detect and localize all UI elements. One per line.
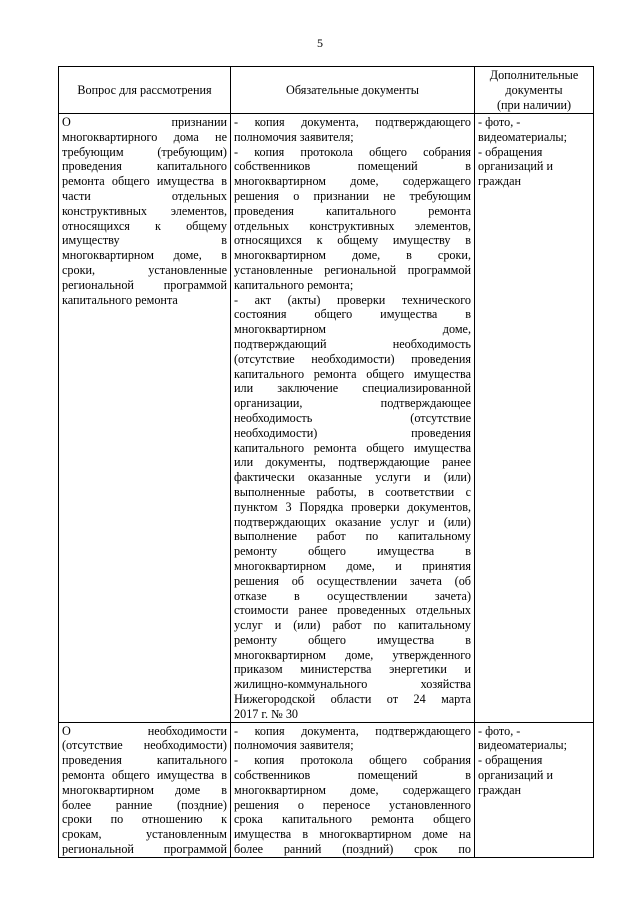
cell-line: отказе в осуществлении зачета) — [234, 588, 471, 603]
cell-line: многоквартирном доме в — [62, 782, 227, 797]
cell-line: или заключение специализированной — [234, 381, 471, 396]
cell-line: видеоматериалы; — [478, 129, 567, 144]
cell-line: установленные региональной программой — [234, 262, 471, 277]
cell-line: полномочия заявителя; — [234, 129, 354, 144]
cell-line: ремонту общего имущества в — [234, 544, 471, 559]
cell-line: - копия протокола общего собрания — [234, 144, 471, 159]
cell-line: О признании — [62, 115, 227, 129]
cell-line: - фото, - — [478, 723, 521, 738]
cell-line: состояния общего имущества в — [234, 307, 471, 322]
cell-line: полномочия заявителя; — [234, 738, 354, 753]
cell-line: жилищно-коммунального хозяйства — [234, 677, 471, 692]
cell-line: - фото, - — [478, 115, 521, 129]
cell-line: 2017 г. № 30 — [234, 706, 299, 721]
cell-line: выполненные работы, в соответствии с — [234, 484, 471, 499]
cell-line: части отдельных — [62, 188, 227, 203]
question-cell — [59, 114, 231, 723]
cell-line: или документы, подтверждающие ранее — [234, 455, 471, 470]
cell-line: граждан — [478, 782, 522, 797]
required-documents-cell — [231, 114, 475, 723]
cell-line: решения о переносе установленного — [234, 797, 471, 812]
cell-line: необходимости) проведения — [234, 425, 471, 440]
cell-line: необходимость (отсутствие — [234, 410, 471, 425]
cell-line: проведения капитального ремонта — [234, 203, 471, 218]
cell-line: собственников помещений в — [234, 768, 471, 783]
cell-line: подтверждающих оказание услуг и (или) — [234, 514, 471, 529]
cell-line: - копия протокола общего собрания — [234, 753, 471, 768]
cell-line: сроки, установленные — [62, 262, 227, 277]
cell-line: более ранние (поздние) — [62, 797, 227, 812]
cell-line: относящихся к общему имуществу в — [234, 233, 471, 248]
cell-line: срокам, установленным — [62, 827, 227, 842]
cell-line: проведения капитального — [62, 159, 227, 174]
cell-line: многоквартирном доме, в сроки, — [234, 248, 471, 263]
cell-line: видеоматериалы; — [478, 738, 567, 753]
cell-line: организаций и — [478, 159, 553, 174]
cell-line: - акт (акты) проверки технического — [234, 292, 471, 307]
cell-line: граждан — [478, 174, 522, 189]
cell-line: капитального ремонта; — [234, 277, 354, 292]
cell-line: решения об осуществлении зачета (об — [234, 573, 471, 588]
additional-documents-cell — [475, 114, 594, 723]
cell-line: многоквартирном доме, в — [62, 248, 227, 263]
cell-line: многоквартирном доме, утвержденного — [234, 647, 471, 662]
table-row — [59, 722, 594, 857]
cell-line: (отсутствие необходимости) — [62, 738, 227, 753]
header-additional-line: документы — [505, 83, 563, 98]
cell-line: стоимости ранее проведенных отдельных — [234, 603, 471, 618]
cell-line: решения о признании не требующим — [234, 188, 471, 203]
cell-line: фактически оказанные услуги и (или) — [234, 470, 471, 485]
cell-line: организации, подтверждающее — [234, 396, 471, 411]
cell-line: ремонта общего имущества в — [62, 174, 227, 189]
cell-line: многоквартирном доме, — [234, 322, 471, 337]
cell-line: имуществу в — [62, 233, 227, 248]
cell-line: (отсутствие необходимости) проведения — [234, 351, 471, 366]
header-additional-line: (при наличии) — [496, 97, 572, 112]
cell-line: более ранний (поздний) срок по — [234, 842, 471, 857]
table-header-row — [59, 67, 594, 114]
header-additional-documents — [475, 67, 594, 114]
table-row — [59, 114, 594, 723]
cell-line: относящихся к общему — [62, 218, 227, 233]
cell-line: пунктом 3 Порядка проверки документов, — [234, 499, 471, 514]
cell-line: многоквартирного дома не — [62, 129, 227, 144]
cell-line: конструктивных элементов, — [62, 203, 227, 218]
additional-documents-cell — [475, 722, 594, 857]
header-additional-line: Дополнительные — [489, 68, 579, 83]
cell-line: капитального ремонта общего имущества — [234, 366, 471, 381]
cell-line: капитального ремонта — [62, 292, 178, 307]
cell-line: сроки по отношению к — [62, 812, 227, 827]
header-required-documents: Обязательные документы — [231, 67, 475, 114]
cell-line: собственников помещений в — [234, 159, 471, 174]
cell-line: подтверждающий необходимость — [234, 336, 471, 351]
cell-line: организаций и — [478, 768, 553, 783]
cell-line: Нижегородской области от 24 марта — [234, 692, 471, 707]
cell-line: имущества в многоквартирном доме на — [234, 827, 471, 842]
cell-line: ремонту общего имущества в — [234, 632, 471, 647]
cell-line: капитального ремонта общего имущества — [234, 440, 471, 455]
cell-line: выполнение работ по капитальному — [234, 529, 471, 544]
cell-line: ремонта общего имущества в — [62, 768, 227, 783]
cell-line: многоквартирном доме, содержащего — [234, 782, 471, 797]
cell-line: услуг и (или) работ по капитальному — [234, 618, 471, 633]
cell-line: многоквартирном доме, содержащего — [234, 174, 471, 189]
cell-line: О необходимости — [62, 723, 227, 738]
cell-line: региональной программой — [62, 277, 227, 292]
cell-line: - копия документа, подтверждающего — [234, 115, 471, 129]
cell-line: приказом министерства энергетики и — [234, 662, 471, 677]
required-documents-cell — [231, 722, 475, 857]
cell-line: - копия документа, подтверждающего — [234, 723, 471, 738]
cell-line: проведения капитального — [62, 753, 227, 768]
cell-line: - обращения — [478, 753, 543, 768]
cell-line: требующим (требующим) — [62, 144, 227, 159]
cell-line: отдельных конструктивных элементов, — [234, 218, 471, 233]
header-question: Вопрос для рассмотрения — [59, 67, 231, 114]
documents-table — [58, 66, 594, 858]
page-number: 5 — [317, 36, 323, 50]
cell-line: срока капитального ремонта общего — [234, 812, 471, 827]
cell-line: региональной программой — [62, 842, 227, 857]
question-cell — [59, 722, 231, 857]
cell-line: многоквартирном доме, и принятия — [234, 558, 471, 573]
cell-line: - обращения — [478, 144, 543, 159]
